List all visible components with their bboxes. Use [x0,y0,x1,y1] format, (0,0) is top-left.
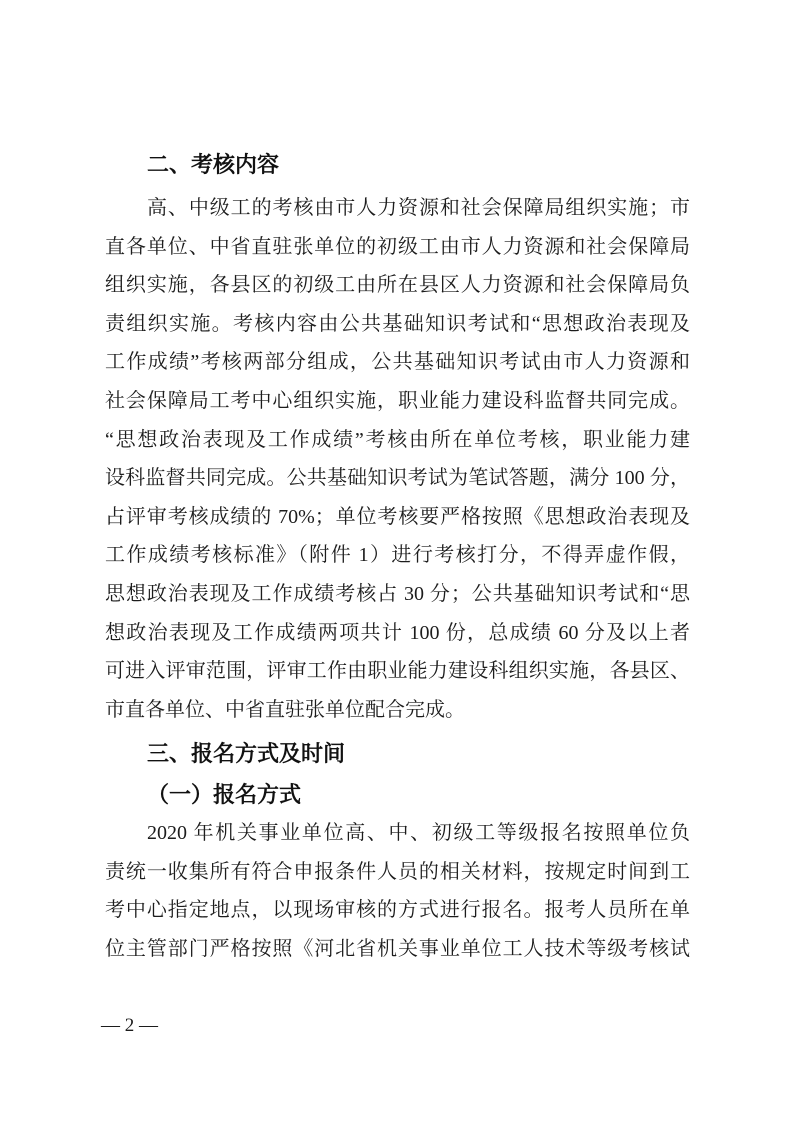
paragraph-line: 责统一收集所有符合申报条件人员的相关材料，按规定时间到工 [105,860,690,883]
paragraph-line: 占评审考核成绩的 70%；单位考核要严格按照《思想政治表现及 [105,505,690,528]
paragraph-line: 工作成绩考核标准》（附件 1）进行考核打分，不得弄虚作假， [105,544,690,567]
paragraph-line: 2020 年机关事业单位高、中、初级工等级报名按照单位负 [147,822,690,844]
paragraph-line: 设科监督共同完成。公共基础知识考试为笔试答题，满分 100 分， [105,467,690,490]
paragraph-line: 可进入评审范围，评审工作由职业能力建设科组织实施，各县区、 [105,660,690,683]
paragraph-line: 组织实施，各县区的初级工由所在县区人力资源和社会保障局负 [105,274,690,297]
paragraph-line: 位主管部门严格按照《河北省机关事业单位工人技术等级考核试 [105,937,690,960]
paragraph-line: 工作成绩”考核两部分组成，公共基础知识考试由市人力资源和 [105,351,690,374]
page-number: — 2 — [101,1015,158,1036]
section3-paragraph [105,814,690,968]
paragraph-line: 责组织实施。考核内容由公共基础知识考试和“思想政治表现及 [105,312,690,335]
paragraph-line: “思想政治表现及工作成绩”考核由所在单位考核，职业能力建 [105,428,690,451]
section-heading-assessment-content: 二、考核内容 [147,152,280,177]
paragraph-line: 社会保障局工考中心组织实施，职业能力建设科监督共同完成。 [105,389,690,412]
paragraph-line: 直各单位、中省直驻张单位的初级工由市人力资源和社会保障局 [105,235,690,258]
section2-paragraph [105,189,690,729]
sub-heading-registration-method: （一）报名方式 [147,782,302,807]
paragraph-line: 考中心指定地点，以现场审核的方式进行报名。报考人员所在单 [105,899,690,922]
paragraph-line: 想政治表现及工作成绩两项共计 100 份，总成绩 60 分及以上者 [105,621,690,644]
paragraph-line: 思想政治表现及工作成绩考核占 30 分；公共基础知识考试和“思 [105,582,690,605]
paragraph-line: 高、中级工的考核由市人力资源和社会保障局组织实施；市 [147,197,690,219]
section-heading-registration: 三、报名方式及时间 [147,741,346,766]
paragraph-line: 市直各单位、中省直驻张单位配合完成。 [105,698,465,721]
